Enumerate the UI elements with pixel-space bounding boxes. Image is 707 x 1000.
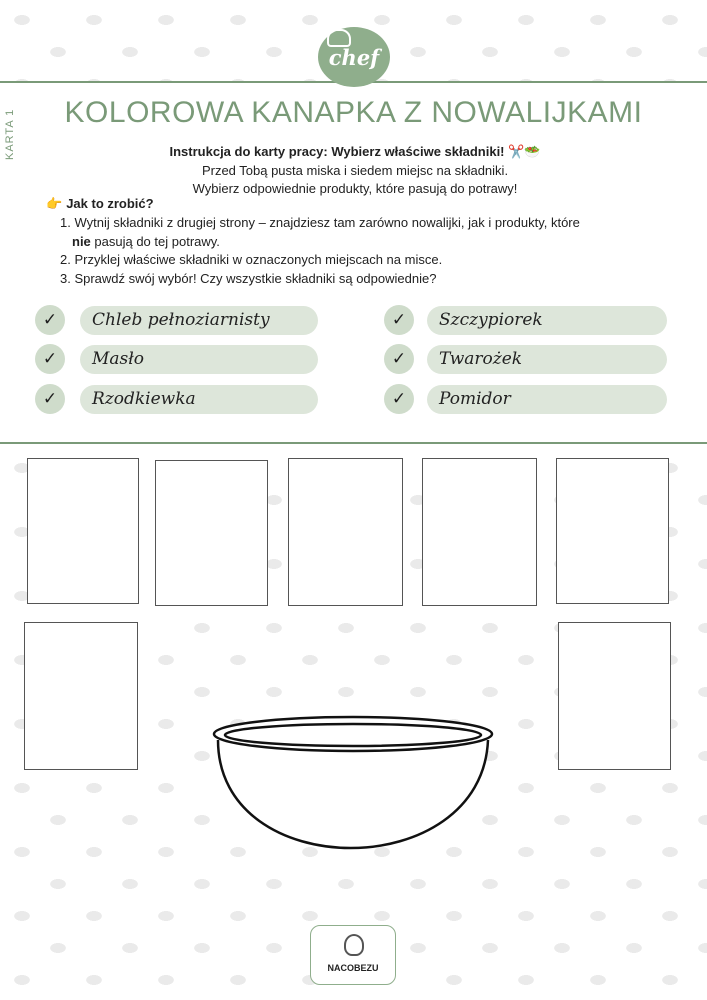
paste-box-7[interactable] — [558, 622, 671, 770]
ingredient-label: Szczypiorek — [427, 306, 667, 335]
checkmark-icon: ✓ — [35, 305, 65, 335]
pointing-hand-icon: 👉 — [46, 196, 63, 211]
step-3: 3. Sprawdź swój wybór! Czy wszystkie składniki są odpowiednie? — [60, 270, 437, 286]
middle-divider — [0, 442, 707, 444]
checkmark-icon: ✓ — [35, 384, 65, 414]
checkmark-icon: ✓ — [384, 344, 414, 374]
paste-box-1[interactable] — [27, 458, 139, 604]
lightbulb-icon — [344, 934, 364, 956]
chef-logo-text: chef — [328, 44, 380, 70]
step-1-line-a: 1. Wytnij składniki z drugiej strony – znajdziesz tam zarówno nowalijki, jak i produkty, które — [60, 215, 580, 230]
paste-box-6[interactable] — [24, 622, 138, 770]
ingredient-label: Pomidor — [427, 385, 667, 414]
instructions-intro — [60, 143, 650, 199]
page-title: KOLOROWA KANAPKA Z NOWALIJKAMI — [64, 96, 643, 129]
checkmark-icon: ✓ — [384, 384, 414, 414]
paste-box-5[interactable] — [556, 458, 669, 604]
paste-box-2[interactable] — [155, 460, 268, 606]
ingredient-label: Chleb pełnoziarnisty — [80, 306, 318, 335]
side-label: KARTA 1 — [4, 108, 16, 160]
howto-label: Jak to zrobić? — [66, 196, 154, 211]
step-1-line-b — [60, 233, 660, 252]
step-2: 2. Przyklej właściwe składniki w oznaczonych miejscach na misce. — [60, 252, 443, 267]
howto-heading — [46, 196, 154, 212]
paste-box-4[interactable] — [422, 458, 537, 606]
ingredient-label: Twarożek — [427, 345, 667, 374]
checkmark-icon: ✓ — [384, 305, 414, 335]
steps-list — [60, 214, 660, 288]
step-1-rest: pasują do tej potrawy. — [90, 233, 220, 249]
instructions-line-2: Wybierz odpowiednie produkty, które pasują do potrawy! — [192, 181, 518, 196]
instructions-line-1: Przed Tobą pusta miska i siedem miejsc na składniki. — [201, 162, 509, 178]
footer-logo-text: NACOBEZU — [327, 963, 379, 973]
bowl-icon — [210, 714, 496, 894]
step-1-bold-word: nie — [72, 233, 91, 249]
ingredient-label: Rzodkiewka — [80, 385, 318, 414]
checkmark-icon: ✓ — [35, 344, 65, 374]
instructions-heading: Instrukcja do karty pracy: Wybierz właściwe składniki! ✂️🥗 — [169, 144, 541, 159]
chef-hat-icon — [327, 29, 351, 47]
ingredient-label: Masło — [80, 345, 318, 374]
nacobezu-logo — [310, 925, 396, 985]
paste-box-3[interactable] — [288, 458, 403, 606]
